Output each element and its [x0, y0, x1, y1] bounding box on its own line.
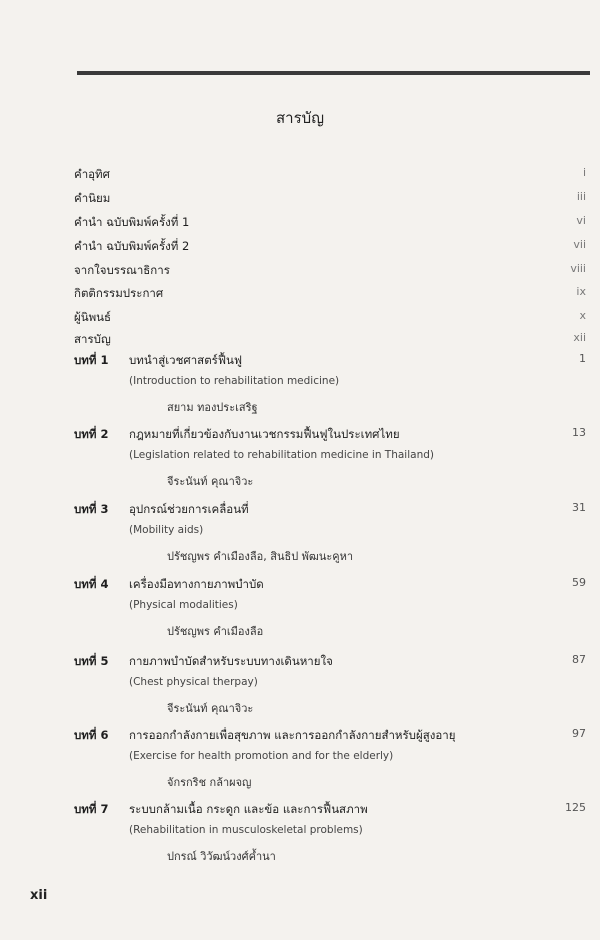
front-matter-item — [74, 285, 586, 307]
chapter-entry — [74, 352, 586, 422]
chapter-number: บทที่ 5 — [74, 654, 109, 668]
chapter-entry — [74, 426, 586, 496]
chapter-author: จีระนันท์ คุณาจิวะ — [167, 702, 254, 715]
chapter-entry — [74, 801, 586, 871]
chapter-title-english: (Physical modalities) — [129, 599, 238, 611]
chapter-title-thai: อุปกรณ์ช่วยการเคลื่อนที่ — [129, 502, 249, 516]
chapter-page: 13 — [572, 426, 586, 439]
chapter-title-thai: การออกกำลังกายเพื่อสุขภาพ และการออกกำลังกายสำหรับผู้สูงอายุ — [129, 728, 456, 742]
front-matter-item — [74, 190, 586, 212]
front-matter-item — [74, 331, 586, 353]
front-matter-item — [74, 262, 586, 284]
front-matter-label: ผู้นิพนธ์ — [74, 310, 112, 324]
chapter-entry — [74, 501, 586, 571]
chapter-entry — [74, 653, 586, 723]
chapter-number: บทที่ 1 — [74, 353, 109, 367]
chapter-number: บทที่ 6 — [74, 728, 109, 742]
front-matter-page: vi — [576, 214, 586, 227]
chapter-number: บทที่ 7 — [74, 802, 109, 816]
chapter-author: สยาม ทองประเสริฐ — [167, 401, 258, 414]
chapter-page: 87 — [572, 653, 586, 666]
chapter-author: จักรกริช กล้าผจญ — [167, 776, 252, 789]
chapter-title-thai: บทนำสู่เวชศาสตร์ฟื้นฟู — [129, 353, 242, 367]
front-matter-item — [74, 238, 586, 260]
front-matter-label: คำนิยม — [74, 191, 111, 205]
chapter-title-english: (Introduction to rehabilitation medicine) — [129, 375, 340, 387]
chapter-title-english: (Legislation related to rehabilitation medicine in Thailand) — [129, 449, 434, 461]
chapter-number: บทที่ 3 — [74, 502, 109, 516]
chapter-page: 59 — [572, 576, 586, 589]
front-matter-page: vii — [573, 238, 586, 251]
chapter-page: 31 — [572, 501, 586, 514]
front-matter-page: iii — [576, 190, 586, 203]
top-rule — [77, 71, 590, 75]
chapter-title-thai: กฎหมายที่เกี่ยวข้องกับงานเวชกรรมฟื้นฟูในประเทศไทย — [129, 427, 400, 441]
front-matter-label: สารบัญ — [74, 332, 111, 346]
chapter-title-english: (Chest physical therpay) — [129, 676, 258, 688]
front-matter-item — [74, 309, 586, 331]
chapter-number: บทที่ 2 — [74, 427, 109, 441]
chapter-title-english: (Exercise for health promotion and for the elderly) — [129, 750, 394, 762]
chapter-entry — [74, 727, 586, 797]
front-matter-label: กิตติกรรมประกาศ — [74, 286, 164, 300]
front-matter-label: คำนำ ฉบับพิมพ์ครั้งที่ 2 — [74, 239, 190, 253]
front-matter-item — [74, 166, 586, 188]
chapter-page: 125 — [565, 801, 586, 814]
front-matter-label: คำนำ ฉบับพิมพ์ครั้งที่ 1 — [74, 215, 190, 229]
chapter-author: ปรัชญพร คำเมืองลือ — [167, 625, 264, 638]
chapter-author: ปกรณ์ วิวัฒน์วงศ์ค้ำนา — [167, 850, 276, 863]
front-matter-page: xii — [573, 331, 586, 344]
chapter-title-english: (Rehabilitation in musculoskeletal problems) — [129, 824, 363, 836]
front-matter-page: ix — [576, 285, 586, 298]
front-matter-page: viii — [570, 262, 586, 275]
front-matter-item — [74, 214, 586, 236]
chapter-title-english: (Mobility aids) — [129, 524, 204, 536]
toc-title: สารบัญ — [276, 109, 324, 127]
chapter-author: จีระนันท์ คุณาจิวะ — [167, 475, 254, 488]
chapter-entry — [74, 576, 586, 646]
front-matter-page: i — [582, 166, 586, 179]
page-folio: xii — [30, 888, 48, 903]
chapter-number: บทที่ 4 — [74, 577, 109, 591]
chapter-title-thai: ระบบกล้ามเนื้อ กระดูก และข้อ และการฟื้นสภาพ — [129, 802, 368, 816]
chapter-author: ปรัชญพร คำเมืองลือ, สินธิป พัฒนะคูหา — [167, 550, 354, 563]
chapter-page: 97 — [572, 727, 586, 740]
front-matter-page: x — [579, 309, 586, 322]
chapter-page: 1 — [579, 352, 586, 365]
chapter-title-thai: กายภาพบำบัดสำหรับระบบทางเดินหายใจ — [129, 654, 333, 668]
chapter-title-thai: เครื่องมือทางกายภาพบำบัด — [129, 577, 264, 591]
front-matter-label: คำอุทิศ — [74, 167, 110, 181]
front-matter-label: จากใจบรรณาธิการ — [74, 263, 170, 277]
